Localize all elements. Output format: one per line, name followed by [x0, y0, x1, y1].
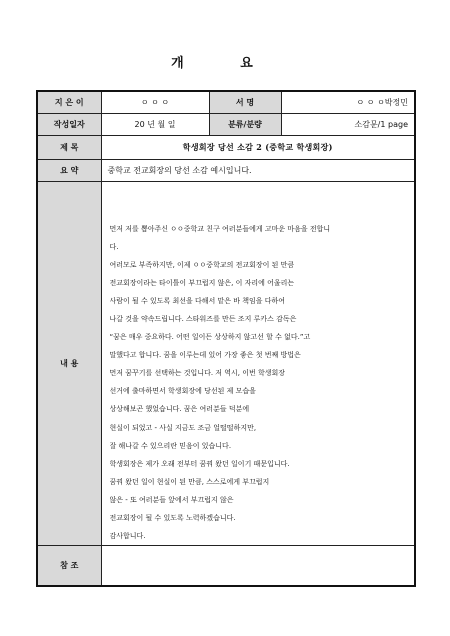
subject-value: 학생회장 당선 소감 2 (중학교 학생회장) — [101, 135, 415, 159]
content-line: 꿈꿔 왔던 일이 현실이 된 만큼, 스스로에게 부끄럽지 — [109, 477, 270, 486]
content-line: 현실이 되었고 - 사실 지금도 조금 얼떨떨하지만, — [109, 423, 257, 432]
author-value: ㅇ ㅇ ㅇ — [101, 91, 209, 113]
summary-value: 중학교 전교회장의 당선 소감 예시입니다. — [101, 159, 415, 181]
content-line: 다. — [109, 242, 119, 251]
content-line: 전교회장이 될 수 있도록 노력하겠습니다. — [109, 514, 236, 522]
date-label: 작성일자 — [37, 113, 101, 135]
content-line: 먼저 저를 뽑아주신 ㅇㅇ중학교 친구 여러분들에게 고마운 마음을 전합니 — [109, 224, 331, 233]
signature-value: ㅇ ㅇ ㅇ박정민 — [281, 91, 415, 113]
content-body — [101, 181, 415, 546]
content-line: 말했다고 합니다. 꿈을 이루는데 있어 가장 좋은 첫 번째 방법은 — [109, 351, 301, 360]
content-text — [102, 182, 415, 546]
content-line: 먼저 꿈꾸기를 선택하는 것입니다. 저 역시, 이번 학생회장 — [109, 369, 286, 378]
content-line: “꿈은 매우 중요하다. 어떤 일이든 상상하지 않고선 할 수 없다.”고 — [109, 333, 311, 342]
outline-form — [36, 90, 416, 587]
content-line: 나갈 것을 약속드립니다. 스타워즈를 만든 조지 루카스 감독은 — [109, 314, 297, 323]
content-line: 선거에 출마하면서 학생회장에 당선된 제 모습을 — [109, 387, 256, 396]
summary-label: 요 약 — [37, 159, 101, 181]
content-label: 내 용 — [37, 181, 101, 546]
content-line: 사람이 될 수 있도록 최선을 다해서 맡은 바 책임을 다하여 — [109, 296, 286, 305]
content-line: 전교회장이라는 타이틀이 부끄럽지 않은, 이 자리에 어울리는 — [109, 278, 295, 287]
category-value: 소감문/1 page — [281, 113, 415, 135]
category-label: 분류/분량 — [209, 113, 281, 135]
author-label: 지 은 이 — [37, 91, 101, 113]
signature-label: 서 명 — [209, 91, 281, 113]
reference-label: 참 조 — [37, 546, 101, 586]
reference-value — [101, 546, 415, 586]
document-title: 개 요 — [171, 56, 279, 71]
subject-label: 제 목 — [37, 135, 101, 159]
date-value: 20 년 월 일 — [101, 113, 209, 135]
content-line: 감사합니다. — [109, 532, 146, 541]
content-line: 잘 해나갈 수 있으리란 믿음이 있습니다. — [109, 441, 232, 450]
content-line: 상상해보곤 했었습니다. 꿈은 여러분들 덕분에 — [109, 405, 250, 414]
content-line: 않은 - 또 여러분들 앞에서 부끄럽지 않은 — [109, 495, 234, 504]
content-line: 여러모로 부족하지만, 이제 ㅇㅇ중학교의 전교회장이 된 만큼 — [109, 260, 295, 269]
content-line: 학생회장은 제가 오래 전부터 꿈꿔 왔던 일이기 때문입니다. — [109, 459, 290, 468]
